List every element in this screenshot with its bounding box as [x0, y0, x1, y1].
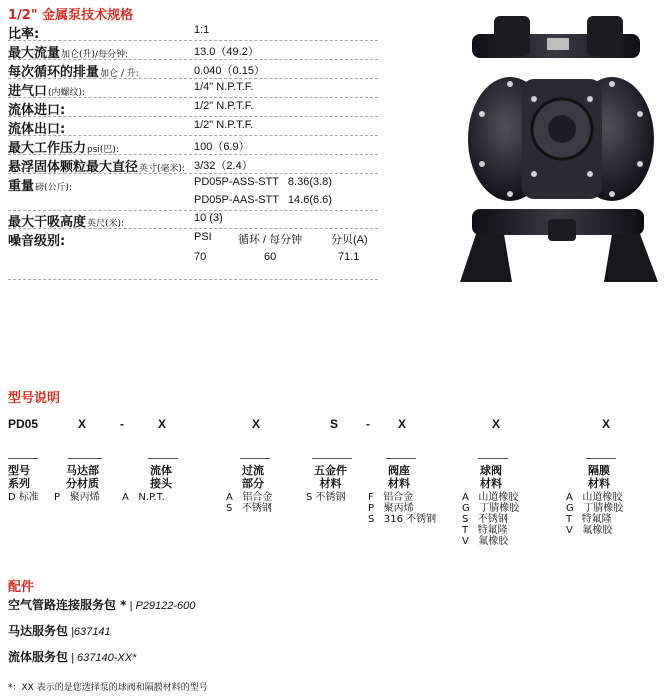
spec-label-text: 噪音级别:	[8, 234, 66, 249]
spec-label-unit: 磅(公斤):	[35, 183, 73, 193]
spec-label-unit: 加仑(升)/每分钟:	[61, 50, 129, 60]
code-ball: X	[492, 417, 501, 431]
spec-label	[8, 137, 119, 156]
spec-label	[8, 156, 185, 175]
spec-row	[8, 136, 378, 155]
noise-header: PSI	[194, 231, 212, 243]
underline	[386, 458, 416, 459]
spec-row	[8, 60, 378, 79]
part-fluid-kit: 流体服务包 | 637140-XX*	[8, 650, 137, 664]
spec-label	[8, 99, 65, 118]
spec-value: 10 (3)	[194, 212, 223, 224]
model-title: 型号说明	[8, 391, 61, 406]
spec-value: 1/4" N.P.T.F.	[194, 81, 254, 93]
code-motor: X	[78, 417, 87, 431]
group-title-diaphragm: 隔膜 材料	[588, 464, 610, 490]
spec-value: 1/2" N.P.T.F.	[194, 100, 254, 112]
underline	[148, 458, 178, 459]
spec-label	[8, 42, 128, 61]
code-diaphragm: X	[602, 417, 611, 431]
spec-value-line2: PD05P-AAS-STT 14.6(6.6)	[194, 194, 332, 206]
spec-row	[8, 98, 378, 117]
options-motor: P 聚丙烯	[54, 492, 100, 503]
code-wetted: X	[252, 417, 261, 431]
group-title-series: 型号 系列	[8, 464, 30, 490]
underline	[8, 458, 38, 459]
parts-title: 配件	[8, 580, 35, 595]
options-hardware: S 不锈钢	[306, 492, 346, 503]
spec-row	[8, 41, 378, 60]
part-air-kit: 空气管路连接服务包 * | P29122-600	[8, 598, 196, 612]
pump-image	[452, 4, 664, 289]
spec-label	[8, 211, 124, 230]
spec-row	[8, 174, 378, 211]
spec-value: 0.040（0.15）	[194, 65, 265, 77]
options-wetted: A 铝合金 S 不锈钢	[226, 492, 273, 514]
spec-label-unit: 英尺(米):	[87, 219, 125, 229]
group-title-hardware: 五金件 材料	[314, 464, 347, 490]
spec-label-text: 每次循环的排量	[8, 65, 100, 80]
spec-label-text: 流体出口:	[8, 122, 66, 137]
options-ball: A 山道橡胶 G 丁腈橡胶 S 不锈钢 T 特氟隆 V 氟橡胶	[462, 492, 520, 547]
spec-row	[8, 155, 378, 174]
spec-row	[8, 117, 378, 136]
noise-value: 71.1	[338, 251, 360, 263]
code-dash-2: -	[366, 417, 370, 431]
spec-label-text: 最大工作压力	[8, 141, 87, 156]
noise-value: 60	[264, 251, 277, 263]
options-series: D 标准	[8, 492, 39, 503]
spec-label-text: 最大流量	[8, 46, 61, 61]
spec-label-unit: 英寸(毫米):	[139, 164, 186, 174]
options-diaphragm: A 山道橡胶 G 丁腈橡胶 T 特氟隆 V 氟橡胶	[566, 492, 624, 536]
footnote: *：XX 表示的是您选择泵的球阀和隔膜材料的型号	[8, 683, 208, 693]
spec-label	[8, 118, 65, 137]
spec-value: 1/2" N.P.T.F.	[194, 119, 254, 131]
spec-label-unit: (内螺纹):	[48, 88, 86, 98]
code-dash-1: -	[120, 417, 124, 431]
spec-value: 13.0（49.2）	[194, 46, 259, 58]
spec-label-text: 进气口	[8, 84, 48, 99]
underline	[240, 458, 270, 459]
spec-label	[8, 230, 65, 249]
spec-value: 1:1	[194, 24, 210, 36]
options-seat: F 铝合金 P 聚丙烯 S 316 不锈钢	[368, 492, 437, 525]
code-fluid-conn: X	[158, 417, 167, 431]
code-hardware: S	[330, 417, 339, 431]
spec-label	[8, 23, 39, 42]
group-title-ball: 球阀 材料	[480, 464, 502, 490]
spec-label-unit: psi(巴):	[87, 145, 119, 155]
spec-value: 3/32（2.4）	[194, 160, 253, 172]
group-title-fluid-conn: 流体 接头	[150, 464, 172, 490]
group-title-wetted: 过流 部分	[242, 464, 264, 490]
spec-label-unit: 加仑 / 升:	[100, 69, 139, 79]
noise-header: 分贝(A)	[331, 234, 368, 246]
spec-label-text: 悬浮固体颗粒最大直径	[8, 160, 139, 175]
spec-row	[8, 210, 378, 229]
spec-label	[8, 175, 72, 194]
underline	[68, 458, 102, 459]
spec-label	[8, 80, 85, 99]
underline	[586, 458, 616, 459]
noise-value: 70	[194, 251, 207, 263]
options-fluid-conn: A N.P.T.	[122, 492, 165, 503]
spec-label	[8, 61, 139, 80]
spec-label-text: 重量	[8, 179, 35, 194]
code-seat: X	[398, 417, 407, 431]
group-title-seat: 阀座 材料	[388, 464, 410, 490]
spec-label-text: 流体进口:	[8, 103, 66, 118]
underline	[478, 458, 508, 459]
spec-row	[8, 79, 378, 98]
spec-label-text: 比率:	[8, 27, 40, 42]
spec-label-text: 最大干吸高度	[8, 215, 87, 230]
spec-value: PD05P-ASS-STT 8.36(3.8)	[194, 176, 332, 188]
underline	[312, 458, 352, 459]
spec-title: 1/2" 金属泵技术规格	[8, 8, 134, 23]
code-series: PD05	[8, 417, 39, 431]
group-title-motor: 马达部 分材质	[66, 464, 99, 490]
spec-row	[8, 22, 378, 41]
spec-row	[8, 229, 378, 280]
part-motor-kit: 马达服务包 |637141	[8, 624, 111, 638]
noise-header: 循环 / 每分钟	[238, 234, 303, 246]
spec-value: 100（6.9）	[194, 141, 250, 153]
